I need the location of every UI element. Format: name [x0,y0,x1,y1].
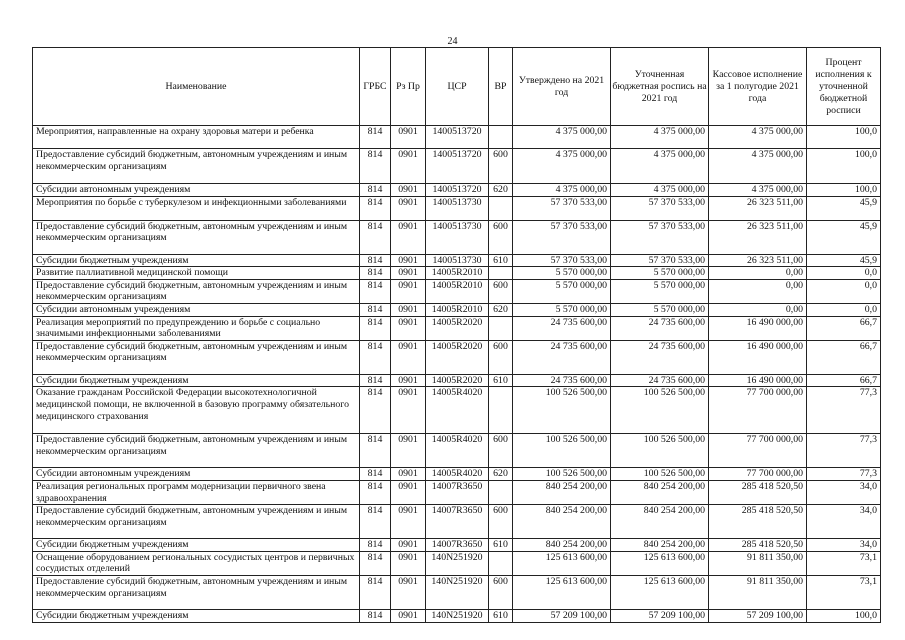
cell-csr: 14005R4020 [426,387,489,434]
table-row [33,468,881,481]
cell-approved: 5 570 000,00 [513,279,611,303]
cell-executed: 77 700 000,00 [709,387,807,434]
cell-grbs: 814 [360,279,391,303]
table-row [33,316,881,340]
cell-percent: 100,0 [807,609,881,622]
cell-grbs: 814 [360,609,391,622]
table-row [33,539,881,552]
cell-grbs: 814 [360,539,391,552]
cell-csr: 14005R2020 [426,340,489,374]
cell-vr [489,316,513,340]
cell-rzpr: 0901 [391,220,426,254]
header-executed: Кассовое исполнение за 1 полугодие 2021 года [709,48,807,126]
cell-percent: 66,7 [807,340,881,374]
cell-rzpr: 0901 [391,303,426,316]
cell-rzpr: 0901 [391,480,426,504]
table-row [33,551,881,575]
cell-percent: 73,1 [807,575,881,609]
cell-percent: 45,9 [807,220,881,254]
cell-csr: 1400513720 [426,184,489,197]
cell-percent: 45,9 [807,196,881,220]
cell-executed: 26 323 511,00 [709,254,807,267]
cell-name: Субсидии бюджетным учреждениям [33,539,360,552]
cell-name: Реализация региональных программ модернизации первичного звена здравоохранения [33,480,360,504]
cell-vr: 620 [489,184,513,197]
cell-approved: 24 735 600,00 [513,374,611,387]
cell-name: Субсидии автономным учреждениям [33,184,360,197]
cell-grbs: 814 [360,434,391,468]
cell-approved: 24 735 600,00 [513,340,611,374]
cell-rzpr: 0901 [391,505,426,539]
cell-approved: 4 375 000,00 [513,184,611,197]
table-row [33,480,881,504]
cell-grbs: 814 [360,303,391,316]
table-row [33,149,881,184]
cell-rzpr: 0901 [391,575,426,609]
cell-name: Развитие паллиативной медицинской помощи [33,267,360,280]
cell-executed: 91 811 350,00 [709,575,807,609]
page-number: 24 [447,36,458,47]
table-row [33,126,881,149]
cell-vr: 620 [489,468,513,481]
cell-csr: 1400513730 [426,220,489,254]
cell-vr: 600 [489,434,513,468]
cell-vr: 600 [489,149,513,184]
table-row [33,609,881,622]
cell-refined: 57 370 533,00 [611,220,709,254]
cell-rzpr: 0901 [391,254,426,267]
cell-refined: 57 370 533,00 [611,196,709,220]
cell-percent: 45,9 [807,254,881,267]
cell-executed: 0,00 [709,279,807,303]
cell-name: Мероприятия по борьбе с туберкулезом и инфекционными заболеваниями [33,196,360,220]
cell-vr [489,267,513,280]
cell-grbs: 814 [360,316,391,340]
cell-rzpr: 0901 [391,340,426,374]
cell-csr: 14005R2010 [426,279,489,303]
cell-rzpr: 0901 [391,468,426,481]
table-row [33,505,881,539]
cell-approved: 5 570 000,00 [513,303,611,316]
cell-csr: 1400513730 [426,254,489,267]
cell-rzpr: 0901 [391,267,426,280]
cell-refined: 840 254 200,00 [611,480,709,504]
cell-percent: 100,0 [807,126,881,149]
cell-executed: 0,00 [709,303,807,316]
header-rzpr: Рз Пр [391,48,426,126]
cell-executed: 285 418 520,50 [709,539,807,552]
cell-rzpr: 0901 [391,374,426,387]
cell-vr [489,196,513,220]
table-row [33,267,881,280]
cell-approved: 57 370 533,00 [513,220,611,254]
cell-name: Оказание гражданам Российской Федерации высокотехнологичной медицинской помощи, не включенной в базовую программу обязательного медицинского страхования [33,387,360,434]
cell-vr: 600 [489,575,513,609]
cell-name: Субсидии автономным учреждениям [33,468,360,481]
cell-name: Предоставление субсидий бюджетным, автономным учреждениям и иным некоммерческим организациям [33,279,360,303]
cell-percent: 77,3 [807,434,881,468]
cell-csr: 1400513720 [426,126,489,149]
cell-csr: 14005R2010 [426,267,489,280]
cell-grbs: 814 [360,505,391,539]
cell-percent: 77,3 [807,468,881,481]
cell-approved: 5 570 000,00 [513,267,611,280]
cell-name: Субсидии бюджетным учреждениям [33,609,360,622]
cell-grbs: 814 [360,149,391,184]
cell-csr: 14005R2010 [426,303,489,316]
cell-csr: 14005R2020 [426,374,489,387]
header-name: Наименование [33,48,360,126]
header-grbs: ГРБС [360,48,391,126]
cell-refined: 840 254 200,00 [611,505,709,539]
cell-csr: 140N251920 [426,551,489,575]
cell-rzpr: 0901 [391,279,426,303]
cell-grbs: 814 [360,220,391,254]
cell-name: Субсидии бюджетным учреждениям [33,374,360,387]
cell-grbs: 814 [360,374,391,387]
cell-vr: 610 [489,609,513,622]
cell-refined: 57 209 100,00 [611,609,709,622]
table-row [33,279,881,303]
cell-csr: 14005R4020 [426,468,489,481]
cell-rzpr: 0901 [391,184,426,197]
cell-grbs: 814 [360,196,391,220]
cell-approved: 840 254 200,00 [513,505,611,539]
cell-name: Оснащение оборудованием региональных сосудистых центров и первичных сосудистых отделений [33,551,360,575]
header-approved: Утверждено на 2021 год [513,48,611,126]
cell-rzpr: 0901 [391,149,426,184]
cell-approved: 100 526 500,00 [513,387,611,434]
cell-vr: 600 [489,505,513,539]
cell-name: Предоставление субсидий бюджетным, автономным учреждениям и иным некоммерческим организациям [33,434,360,468]
cell-csr: 1400513720 [426,149,489,184]
cell-vr [489,551,513,575]
cell-rzpr: 0901 [391,196,426,220]
cell-percent: 73,1 [807,551,881,575]
table-row [33,303,881,316]
cell-refined: 24 735 600,00 [611,316,709,340]
cell-percent: 34,0 [807,539,881,552]
cell-approved: 24 735 600,00 [513,316,611,340]
cell-name: Реализация мероприятий по предупреждению и борьбе с социально значимыми инфекционными заболеваниями [33,316,360,340]
cell-name: Предоставление субсидий бюджетным, автономным учреждениям и иным некоммерческим организациям [33,149,360,184]
cell-approved: 57 370 533,00 [513,254,611,267]
cell-refined: 4 375 000,00 [611,184,709,197]
cell-refined: 100 526 500,00 [611,434,709,468]
cell-vr [489,387,513,434]
cell-csr: 140N251920 [426,609,489,622]
cell-approved: 57 370 533,00 [513,196,611,220]
cell-grbs: 814 [360,267,391,280]
cell-vr: 610 [489,254,513,267]
cell-name: Мероприятия, направленные на охрану здоровья матери и ребенка [33,126,360,149]
cell-grbs: 814 [360,387,391,434]
cell-executed: 77 700 000,00 [709,434,807,468]
cell-grbs: 814 [360,340,391,374]
cell-vr: 600 [489,220,513,254]
cell-vr [489,126,513,149]
cell-vr: 620 [489,303,513,316]
cell-grbs: 814 [360,480,391,504]
cell-rzpr: 0901 [391,539,426,552]
cell-executed: 57 209 100,00 [709,609,807,622]
cell-approved: 4 375 000,00 [513,126,611,149]
cell-rzpr: 0901 [391,316,426,340]
cell-executed: 26 323 511,00 [709,220,807,254]
cell-rzpr: 0901 [391,551,426,575]
cell-grbs: 814 [360,254,391,267]
cell-refined: 125 613 600,00 [611,575,709,609]
cell-percent: 0,0 [807,267,881,280]
cell-name: Предоставление субсидий бюджетным, автономным учреждениям и иным некоммерческим организациям [33,505,360,539]
cell-approved: 840 254 200,00 [513,539,611,552]
cell-approved: 840 254 200,00 [513,480,611,504]
cell-grbs: 814 [360,468,391,481]
cell-vr [489,480,513,504]
cell-refined: 125 613 600,00 [611,551,709,575]
cell-csr: 14007R3650 [426,480,489,504]
cell-percent: 66,7 [807,316,881,340]
cell-refined: 4 375 000,00 [611,149,709,184]
header-percent: Процент исполнения к уточненной бюджетной росписи [807,48,881,126]
cell-refined: 5 570 000,00 [611,303,709,316]
cell-name: Предоставление субсидий бюджетным, автономным учреждениям и иным некоммерческим организациям [33,575,360,609]
cell-csr: 14007R3650 [426,539,489,552]
cell-percent: 77,3 [807,387,881,434]
table-row [33,575,881,609]
cell-refined: 840 254 200,00 [611,539,709,552]
cell-executed: 16 490 000,00 [709,316,807,340]
cell-executed: 4 375 000,00 [709,149,807,184]
cell-approved: 100 526 500,00 [513,434,611,468]
table-header-row [33,48,881,126]
cell-grbs: 814 [360,184,391,197]
table-row [33,254,881,267]
cell-approved: 57 209 100,00 [513,609,611,622]
table-row [33,374,881,387]
cell-percent: 66,7 [807,374,881,387]
cell-rzpr: 0901 [391,387,426,434]
cell-executed: 91 811 350,00 [709,551,807,575]
cell-executed: 16 490 000,00 [709,374,807,387]
cell-grbs: 814 [360,126,391,149]
cell-executed: 77 700 000,00 [709,468,807,481]
header-refined: Уточненная бюджетная роспись на 2021 год [611,48,709,126]
budget-table [32,47,881,623]
cell-executed: 4 375 000,00 [709,126,807,149]
cell-csr: 140N251920 [426,575,489,609]
cell-executed: 0,00 [709,267,807,280]
cell-approved: 125 613 600,00 [513,575,611,609]
cell-executed: 4 375 000,00 [709,184,807,197]
cell-refined: 57 370 533,00 [611,254,709,267]
cell-approved: 125 613 600,00 [513,551,611,575]
cell-rzpr: 0901 [391,609,426,622]
cell-grbs: 814 [360,575,391,609]
cell-vr: 600 [489,340,513,374]
cell-vr: 610 [489,539,513,552]
table-row [33,220,881,254]
cell-executed: 285 418 520,50 [709,505,807,539]
cell-grbs: 814 [360,551,391,575]
cell-percent: 34,0 [807,480,881,504]
table-row [33,434,881,468]
table-row [33,196,881,220]
cell-executed: 26 323 511,00 [709,196,807,220]
cell-csr: 14005R4020 [426,434,489,468]
cell-csr: 14005R2020 [426,316,489,340]
cell-refined: 100 526 500,00 [611,468,709,481]
cell-percent: 0,0 [807,279,881,303]
cell-name: Предоставление субсидий бюджетным, автономным учреждениям и иным некоммерческим организациям [33,220,360,254]
table-row [33,387,881,434]
table-row [33,340,881,374]
cell-vr: 610 [489,374,513,387]
cell-vr: 600 [489,279,513,303]
cell-percent: 0,0 [807,303,881,316]
cell-rzpr: 0901 [391,434,426,468]
cell-refined: 4 375 000,00 [611,126,709,149]
cell-refined: 5 570 000,00 [611,267,709,280]
header-vr: ВР [489,48,513,126]
cell-approved: 4 375 000,00 [513,149,611,184]
cell-executed: 16 490 000,00 [709,340,807,374]
cell-name: Предоставление субсидий бюджетным, автономным учреждениям и иным некоммерческим организациям [33,340,360,374]
cell-executed: 285 418 520,50 [709,480,807,504]
cell-refined: 100 526 500,00 [611,387,709,434]
cell-approved: 100 526 500,00 [513,468,611,481]
cell-refined: 24 735 600,00 [611,340,709,374]
cell-csr: 14007R3650 [426,505,489,539]
cell-csr: 1400513730 [426,196,489,220]
header-csr: ЦСР [426,48,489,126]
cell-name: Субсидии автономным учреждениям [33,303,360,316]
cell-rzpr: 0901 [391,126,426,149]
cell-refined: 5 570 000,00 [611,279,709,303]
cell-percent: 34,0 [807,505,881,539]
table-row [33,184,881,197]
cell-percent: 100,0 [807,184,881,197]
cell-refined: 24 735 600,00 [611,374,709,387]
cell-percent: 100,0 [807,149,881,184]
cell-name: Субсидии бюджетным учреждениям [33,254,360,267]
